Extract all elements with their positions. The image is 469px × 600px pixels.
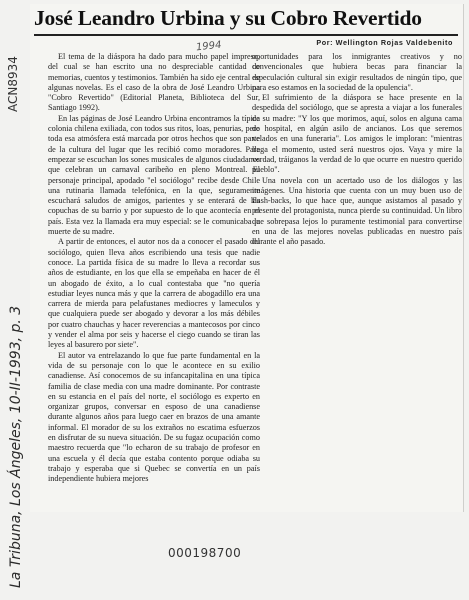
paragraph: El sufrimiento de la diáspora se hace presente en la despedida del sociólogo, que se apresta a viajar a los funerales de su madre: "Y los que morimos, aquí, solos en alguna cama de hospital, en algún asilo de ancianos. Los que seremos velados en una funeraria". Los amigos le imploran: "mientras llega el momento, usted será nuestros ojos. Vaya y mire la verdad, tráiganos la verdad de lo que ocurre en nuestro querido pueblo". bbox=[252, 93, 462, 175]
paragraph: A partir de entonces, el autor nos da a conocer el pasado del sociólogo, quien lleva años escribiendo una tesis que nadie conoce. La partida física de su madre lo lleva a recordar sus años de estudiante, en los que ella se empeñaba en hacer de él un abogado de éxito, a lo cual contestaba que "no quería estudiar leyes nunca más y que la carrera de abogadillo era una carrera de mierda para pelafustanes mediocres y lameculos y que cualquiera puede ser abogado y devorar a los más débiles por cuatro chauchas y hacer reverencias a mantecosos por cinco y vender el alma por seis y hacerse el ciego cuando se tiran las leyes al basurero por siete". bbox=[48, 237, 260, 350]
catalog-number: 000198700 bbox=[168, 546, 242, 560]
article-headline: José Leandro Urbina y su Cobro Revertido bbox=[34, 6, 422, 30]
article-column-right bbox=[252, 52, 462, 252]
paragraph: El autor va entrelazando lo que fue parte fundamental en la vida de su personaje con lo que le acontece en su exilio canadiense. Así conocemos de su infancapitalina en una típica familia de clase media con una madre dominante. Por contraste en su estancia en el país del norte, el sociólogo es experto en organizar grupos, conversar en esposo de una canadiense durante algunos años para luego caer en brazos de una amante informal. El morador de su los extraños no escatima esfuerzos en disfrutar de su nueva situación. De su fugaz ocupación como maestro recuerda que "lo echaron de su trabajo de profesor en una escuela y él decía que estaba contento porque odiaba su trabajo y esperaba que si Quebec se convertía en un país independiente hubiera mejores bbox=[48, 350, 260, 484]
paragraph: El tema de la diáspora ha dado para mucho papel impreso, del cual se han escrito una no despreciable cantidad de memorias, cuentos y testimonios. También ha sido eje central de algunas novelas. Es el caso de la obra de José Leandro Urbina "Cobro Revertido" (Editorial Planeta, Biblioteca del Sur, Santiago 1992). bbox=[48, 52, 260, 113]
article-column-left bbox=[48, 52, 260, 510]
handwritten-year: 1994 bbox=[195, 39, 222, 54]
headline-rule bbox=[34, 34, 458, 36]
paragraph: Una novela con un acertado uso de los diálogos y las imágenes. Una historia que cuenta con un muy buen uso de flash-backs, lo que hace que, aunque asistamos al pasado y presente del protagonista, nunca pierde su continuidad. Un libro que sobrepasa lejos lo puramente testimonial para convertirse en una de las mejores novelas publicadas en nuestro país durante el año pasado. bbox=[252, 175, 462, 247]
paragraph: En las páginas de José Leandro Urbina encontramos la típica colonia chilena exiliada, con todos sus ritos, loas, penurias, pero toda esa atmósfera está marcada por otros hechos que son parte de la cultura del lugar que les recibió como moradores. Para empezar se escuchan los sones musicales de algunos ciudadanos que celebran un carnaval caribeño en pleno Montreal. El personaje principal, apodado "el sociólogo" recibe desde Chile una rutinaria llamada telefónica, en la que, seguramente escuchará saludos de amigos, parientes y se enterará de las copuchas de su barrio y por supuesto de lo que acontecía en el país. Esta vez la llamada era muy especial: se le comunicaba la muerte de su madre. bbox=[48, 113, 260, 237]
handwritten-side-code bbox=[2, 6, 26, 126]
side-code-text: ACN8934 bbox=[6, 56, 20, 112]
source-note-text: La Tribuna, Los Ángeles, 10-II-1993, p. 3 bbox=[8, 305, 24, 588]
paragraph: oportunidades para los inmigrantes creativos y no convencionales que hubiera becas para financiar la especulación cultural sin exigir resultados de ningún tipo, que para eso estamos en la sociedad de la opulencia". bbox=[252, 52, 462, 92]
handwritten-source-note bbox=[4, 305, 28, 600]
article-byline: Por: Wellington Rojas Valdebenito bbox=[316, 38, 453, 47]
